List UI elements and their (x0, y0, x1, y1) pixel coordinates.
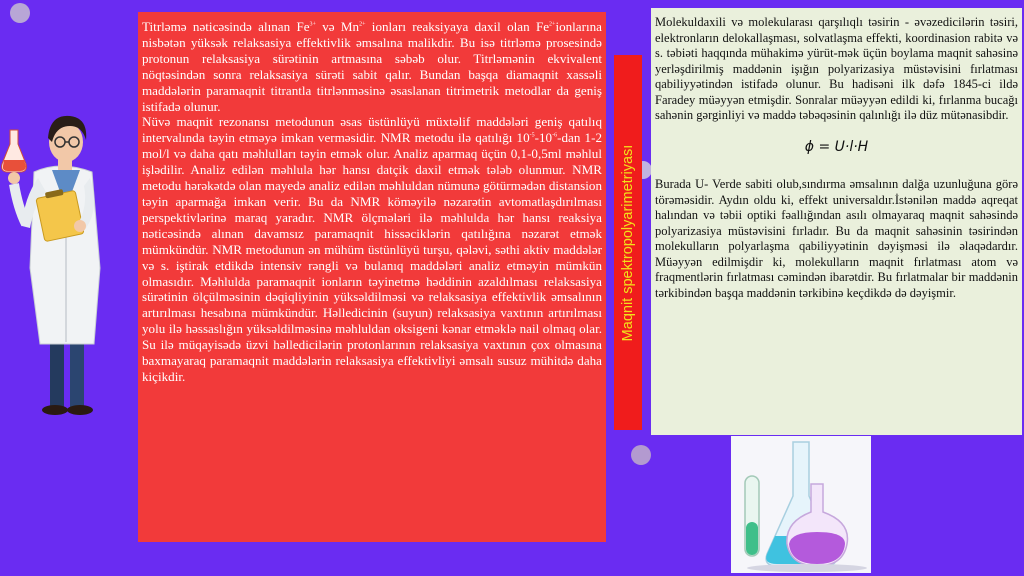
section-title-band (614, 55, 642, 430)
paragraph: Nüvə maqnit rezonansı metodunun əsas üstünlüyü müxtəlif maddələri geniş qatılıq intervalında təyin etməyə imkan verməsidir. NMR metodu ilə qatılığı $10^{-5}-10^{-6}$-dan 1-2 mol/l və daha qatı məhlulları təyin etmək olur. Analiz aparmaq üçün 0,1-0,5ml məhlul işlədilir. Analiz edilən məhlula hər hansı datçik daxil etmək tələb olunmur. NMR metodu hərəkətdə olan mayedə analiz edilən məhluldan nümunə götürmədən distansion təyin aparmağa imkan verir. Bu da NMR köməyilə nəzarətin avtomatlaşdırılması perspektivlərinə maraq yaradır. NMR ölçmələri ilə məhlulda hər hansı reaksiya nəticəsində alınan davamsız paramaqnit hissəciklərin qatılığına nəzarət etmək mümkündür. NMR metodunun ən mühüm üstünlüyü turşu, qələvi, səthi aktiv maddələr və s. iştirak etdikdə intensiv rəngli və bulanıq maddələri analiz etməyin mümkün olmasıdır. Məhlulda paramaqnit ionların təyinetmə həddinin azaldılması relaksasiya sürətinin ölçülməsinin dəqiqliyinin yüksəldilməsi və relaksasiya effektivlik əmsalının artırılması hesabına mümkündür. Həlledicinin (suyun) relaksasiya vaxtının artırılması yolu ilə həssaslığın yüksəldilməsinə məhluldan oksigeni kənar etməklə nail olmaq olar. Su ilə müqayisədə üzvi həlledicilərin protonlarının relaksasiya vaxtının çox olmasına baxmayaraq paramaqnit maddələrin relaksasiya effektivliyi əmsalı susuz mühitdə daha kiçikdir. (142, 114, 602, 384)
section-title: Maqnit spektropolyarimetriyası (620, 144, 636, 341)
paragraph: Burada U- Verde sabiti olub,sındırma əmsalının dalğa uzunluğuna görə törəməsidir. Aydın oldu ki, effekt universaldır.İstənilən maddə aqreqat halından və təbii optiki fəallığından asılı olmayaraq maqnit sahəsində polyarizasiya müstəvisini fırladır. Bu da maqnit sahəsinin təsirindən molekulların polyarlaşma qabiliyyətinin dəyişməsi ilə əlaqədardır. Müəyyən edilmişdir ki, molekulların maqnit fırlatması atom və fraqmentlərin fırlatması cəmindən ibarətdir. Bu fırlatmalar bir maddənin tərkibindən başqa maddənin tərkibinə keçdikdə də dəyişmir. (655, 177, 1018, 300)
paragraph: Molekuldaxili və molekularası qarşılıqlı təsirin - əvəzedicilərin təsiri, elektronların delokallaşması, solvatlaşma effekti, koordinasion rabitə və s. təbiəti haqqında mühakimə yürüt-mək üçün boylama maqnit sahəsinə yerləşdirilmiş maddənin işığın polyarizasiya müstəvisini fırlatması qabiliyyətindən istifadə olunur. Bu hadisəni ilk dəfə 1845-ci ildə Faradey müəyyən etmişdir. Sonralar müəyyən edildi ki, fırlanma bucağı sahənin gərginliyi və maddə təbəqəsinin qalınlığı ilə düz mütənasibdir. (655, 15, 1018, 122)
decorative-dot (631, 445, 651, 465)
scientist-illustration (0, 108, 120, 418)
left-text-panel (138, 12, 606, 542)
formula: ϕ = U·l·H (804, 138, 869, 155)
flasks-illustration (731, 436, 871, 573)
decorative-dot (10, 3, 30, 23)
right-text-panel (651, 8, 1022, 435)
paragraph: Titrləmə nəticəsində alınan $Fe^{3+}$ və $Mn^{2+}$ ionları reaksiyaya daxil olan $Fe^{2+}ionlarına$ nisbətən yüksək relaksasiya effektivlik əmsalına malikdir. Bu isə titrləmə prosesində protonun relaksasiya sürətinin artmasına səbəb olur. Titrləmənin ekvivalent nöqtəsindən sonra relaksasiya sürəti sabit qalır. Bundan başqa diamaqnit xassəli maddələrin paramaqnit titrantla titrlənməsinə əsaslanan titrimetrik metodlar da geniş istifadə olunur. (142, 19, 602, 114)
